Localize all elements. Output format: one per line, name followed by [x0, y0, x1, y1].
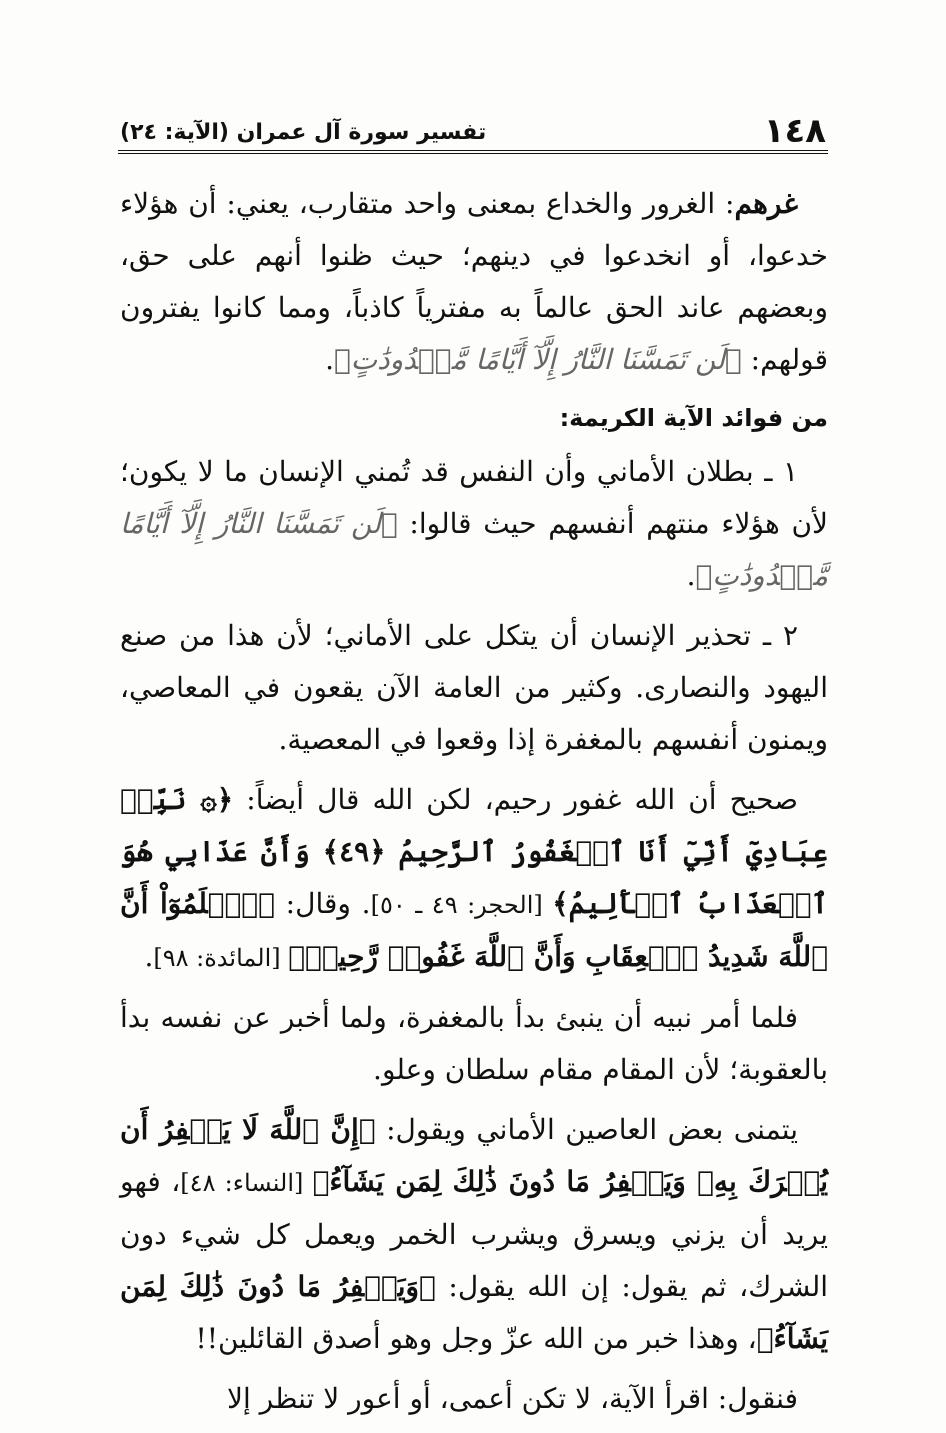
paragraph-text: فنقول: اقرأ الآية، لا تكن أعمى، أو أعور لا تنظر إلا: [227, 1382, 798, 1415]
verse-reference: [المائدة: ٩٨]: [153, 944, 289, 972]
paragraph-text: صحيح أن الله غفور رحيم، لكن الله قال أيضاً:: [233, 783, 798, 816]
paragraph-text: ، فهو يريد أن يزني ويسرق ويشرب الخمر ويعمل كل شيء دون الشرك، ثم يقول: إن الله يقول:: [120, 1165, 829, 1303]
section-heading: من فوائد الآية الكريمة:: [559, 404, 828, 432]
verse-reference: [الحجر: ٤٩ ـ ٥٠]: [370, 891, 553, 919]
paragraph-text: ، وهذا خبر من الله عزّ وجل وهو أصدق القائلين!!: [195, 1322, 757, 1355]
paragraph-text: ٢ ـ تحذير الإنسان أن يتكل على الأماني؛ لأن هذا من صنع اليهود والنصارى. وكثير من العامة الآن يقعون في المعاصي، ويمنون أنفسهم بالمغفرة إذا وقعوا في المعصية.: [120, 619, 828, 756]
paragraph-6: [120, 1104, 828, 1365]
paragraph-4: [120, 774, 828, 984]
page-header: [120, 100, 826, 151]
paragraph-5: [120, 992, 828, 1096]
paragraph-text: .: [144, 940, 154, 973]
header-divider: [118, 150, 828, 154]
quran-verse: ﴿إِنَّ ٱللَّهَ لَا يَغۡفِرُ أَن يُشۡرَكَ بِهِۦ وَيَغۡفِرُ مَا دُونَ ذَٰلِكَ لِمَن يَشَآءُ﴾: [120, 1113, 828, 1198]
paragraph-1: [120, 178, 828, 386]
page-number: ١٤٨: [763, 111, 826, 151]
lead-word: غرهم: [734, 187, 798, 220]
quran-verse: ﴿لَن تَمَسَّنَا النَّارُ إِلَّآ أَيَّامًا مَّعۡدُودَٰتٍ﴾: [333, 343, 742, 376]
paragraph-7: [120, 1373, 828, 1425]
paragraph-text: فلما أمر نبيه أن ينبئ بدأ بالمغفرة، ولما أخبر عن نفسه بدأ بالعقوبة؛ لأن المقام مقام سلطان وعلو.: [120, 1001, 828, 1086]
paragraph-3: [120, 610, 828, 766]
paragraph-text: .: [686, 559, 696, 592]
paragraph-text: ١ ـ بطلان الأماني وأن النفس قد تُمني الإنسان ما لا يكون؛ لأن هؤلاء منتهم أنفسهم حيث قالوا:: [120, 455, 828, 540]
quran-verse: ﴿ٱعۡلَمُوٓاْ أَنَّ ٱللَّهَ شَدِيدُ ٱلۡعِقَابِ وَأَنَّ ٱللَّهَ غَفُورٞ رَّحِيمٞ﴾: [120, 887, 828, 973]
paragraph-text: : الغرور والخداع بمعنى واحد متقارب، يعني: أن هؤلاء خدعوا، أو انخدعوا في دينهم؛ حيث ظنوا أنهم على حق، وبعضهم عاند الحق عالماً به مفترياً كاذباً، ومما كانوا يفترون قولهم:: [120, 187, 828, 376]
main-text: [120, 178, 828, 1433]
quran-verse: ﴿۞ نَبِّئۡ عِبَادِيٓ أَنِّيٓ أَنَا ٱلۡغَفُورُ ٱلرَّحِيمُ ﴿٤٩﴾ وَأَنَّ عَذَابِي هُوَ ٱلۡعَذَابُ ٱلۡأَلِيمُ﴾: [120, 783, 828, 920]
paragraph-2: [120, 446, 828, 602]
paragraph-text: يتمنى بعض العاصين الأماني ويقول:: [375, 1113, 799, 1146]
paragraph-text: .: [325, 343, 334, 376]
quran-verse: ﴿وَيَغۡفِرُ مَا دُونَ ذَٰلِكَ لِمَن يَشَآءُ﴾: [120, 1270, 828, 1355]
quran-verse: ﴿لَن تَمَسَّنَا النَّارُ إِلَّآ أَيَّامًا مَّعۡدُودَٰتٍ﴾: [120, 507, 828, 592]
verse-reference: [النساء: ٤٨]: [180, 1169, 313, 1197]
running-title: تفسير سورة آل عمران (الآية: ٢٤): [120, 120, 487, 145]
paragraph-text: . وقال:: [274, 887, 371, 920]
